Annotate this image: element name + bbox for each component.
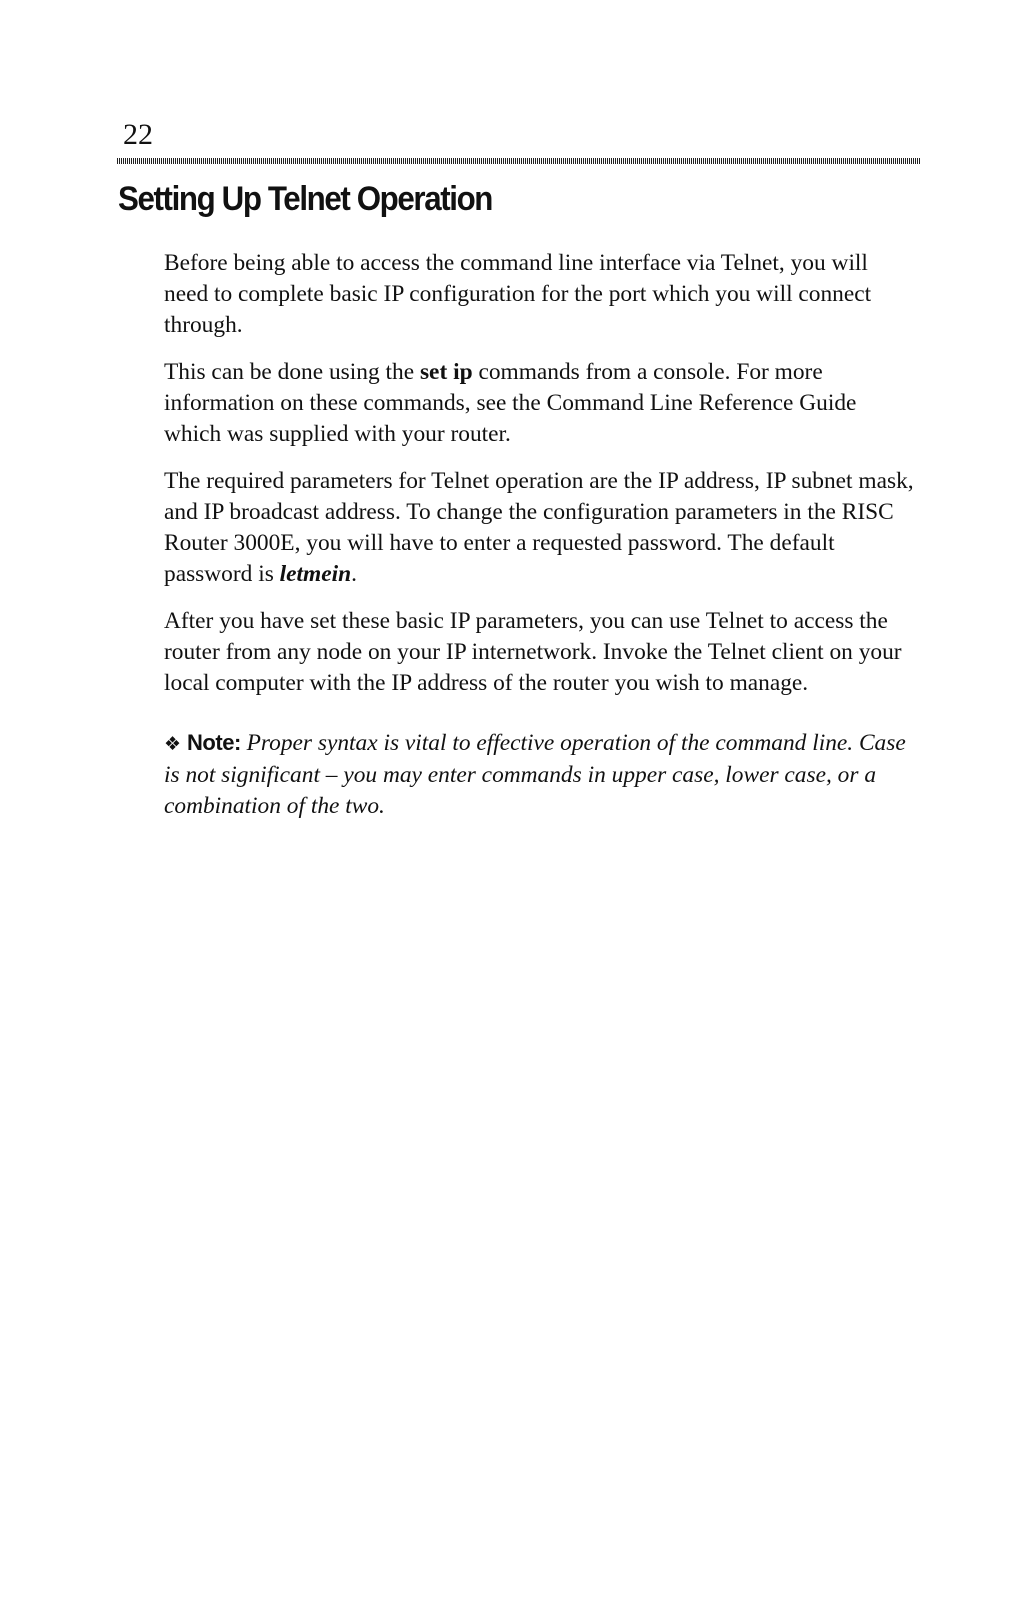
note-text: Proper syntax is vital to effective operation of the command line. Case is not significant – you may enter commands in upper case, lower case, or a combination of the two. [164, 730, 906, 819]
section-title: Setting Up Telnet Operation [118, 180, 493, 218]
body-text [164, 248, 914, 838]
note-separator: : [233, 730, 241, 755]
paragraph-set-ip [164, 357, 914, 450]
page-number: 22 [123, 118, 153, 151]
text-segment: The required parameters for Telnet operation are the IP address, IP subnet mask, and IP broadcast address. To change the configuration parameters in the RISC Router 3000E, you will have to enter a requested password. The default password is [164, 468, 914, 587]
text-segment: This can be done using the [164, 359, 420, 385]
note-label: Note [187, 730, 234, 755]
text-segment: commands from a console. For more information on these commands, see the Command Line Reference Guide which was supplied with your router. [164, 359, 857, 447]
note [164, 727, 914, 822]
default-password: letmein [279, 561, 352, 587]
command-set-ip: set ip [419, 359, 473, 385]
header-rule [117, 158, 920, 164]
paragraph-telnet-usage: After you have set these basic IP parameters, you can use Telnet to access the router from any node on your IP internetwork. Invoke the Telnet client on your local computer with the IP address of the router you wish to manage. [164, 608, 902, 696]
paragraph-parameters [164, 466, 914, 590]
diamond-bullet-icon: ❖ [164, 733, 182, 755]
text-segment: . [351, 561, 357, 587]
paragraph-ip-configuration: Before being able to access the command line interface via Telnet, you will need to complete basic IP configuration for the port which you will connect through. [164, 250, 872, 338]
